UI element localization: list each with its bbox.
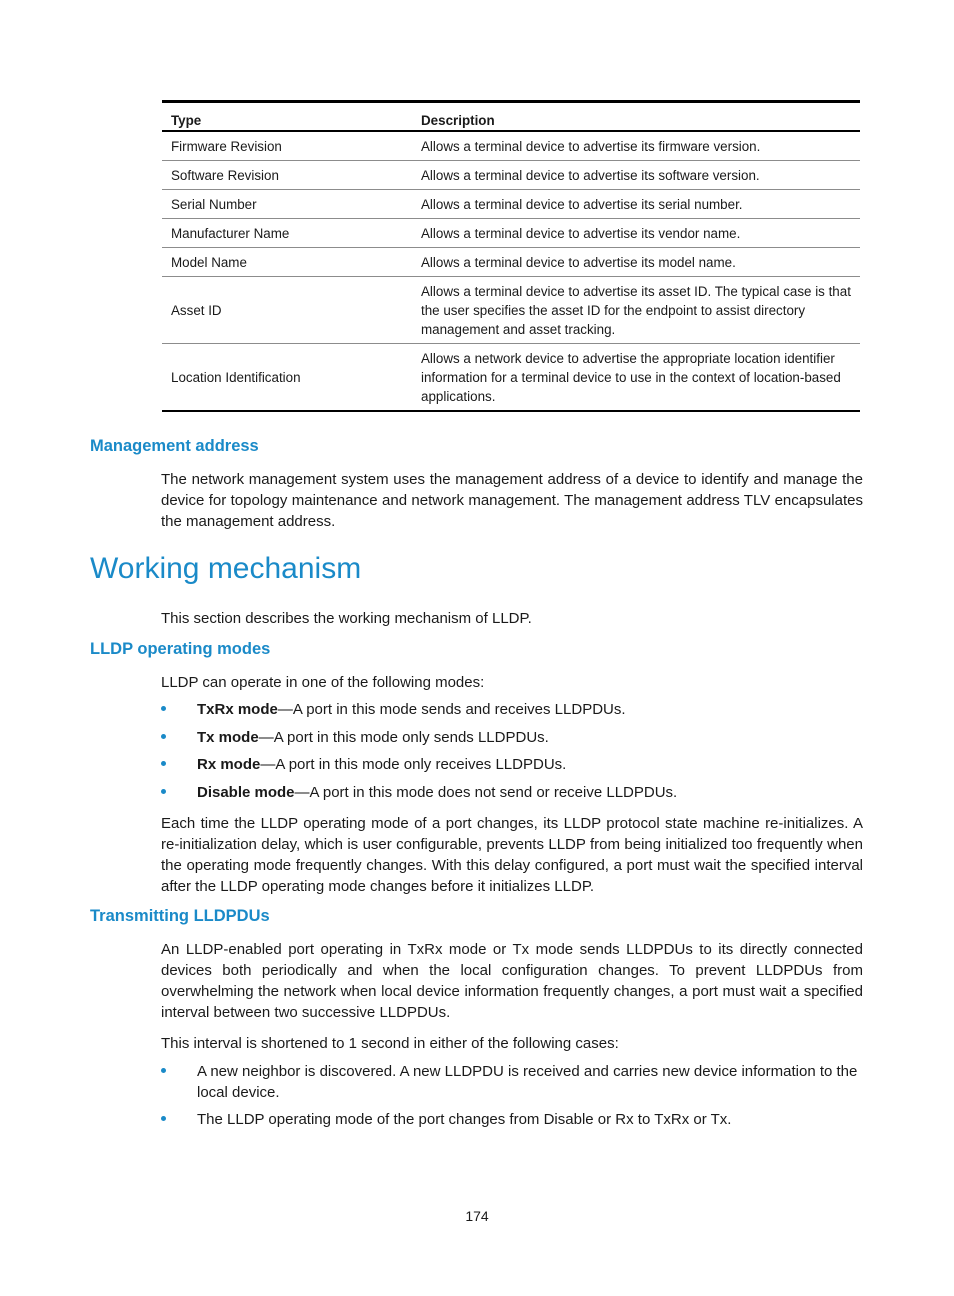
working-mechanism-intro: This section describes the working mechanism of LLDP. [161, 610, 532, 627]
bullet-icon [161, 789, 166, 794]
transmitting-body: An LLDP-enabled port operating in TxRx mode or Tx mode sends LLDPDUs to its directly connected devices both periodically and when the local configuration changes. To prevent LLDPDUs from overwhelming the network when local device information frequently changes, a port must wait a specified interval between two successive LLDPDUs. [161, 941, 863, 1021]
table-header-row [162, 102, 860, 132]
description-cell: Allows a terminal device to advertise its asset ID. The typical case is that the user specifies the asset ID for the endpoint to assist directory management and asset tracking. [412, 277, 860, 344]
mode-name: Rx mode [197, 756, 261, 773]
transmitting-cases-intro: This interval is shortened to 1 second in either of the following cases: [161, 1035, 619, 1052]
mode-description: —A port in this mode only sends LLDPDUs. [258, 729, 549, 746]
type-cell: Location Identification [171, 369, 301, 385]
operating-modes-body: Each time the LLDP operating mode of a port changes, its LLDP protocol state machine re-initializes. A re-initialization delay, which is user configurable, prevents LLDP from being initialized too frequently when the operating mode frequently changes. With this delay configured, a port must wait the specified interval after the LLDP operating mode changes before it initializes LLDP. [161, 815, 863, 895]
mode-description: —A port in this mode sends and receives LLDPDUs. [277, 701, 626, 718]
transmitting-heading: Transmitting LLDPDUs [90, 907, 270, 925]
mode-name: TxRx mode [197, 701, 278, 718]
table-row [162, 161, 860, 190]
description-cell: Allows a terminal device to advertise its serial number. [412, 190, 860, 219]
type-cell: Manufacturer Name [162, 219, 412, 248]
type-cell: Firmware Revision [162, 131, 412, 161]
working-mechanism-title: Working mechanism [90, 552, 362, 585]
description-cell: Allows a terminal device to advertise its model name. [412, 248, 860, 277]
tlv-table [162, 100, 860, 412]
mode-name: Disable mode [197, 784, 295, 801]
mode-description: —A port in this mode only receives LLDPDUs. [260, 756, 567, 773]
description-cell: Allows a network device to advertise the appropriate location identifier information for a terminal device to use in the context of location-based applications. [421, 350, 841, 404]
case-text: The LLDP operating mode of the port changes from Disable or Rx to TxRx or Tx. [197, 1111, 732, 1128]
column-header-description: Description [412, 102, 860, 132]
bullet-icon [161, 1116, 166, 1121]
table-row [162, 277, 860, 344]
management-address-body: The network management system uses the management address of a device to identify and manage the device for topology maintenance and network management. The management address TLV encapsulates the management address. [161, 471, 863, 530]
description-cell: Allows a terminal device to advertise its firmware version. [412, 131, 860, 161]
mode-description: —A port in this mode does not send or receive LLDPDUs. [294, 784, 678, 801]
description-cell: Allows a terminal device to advertise its vendor name. [412, 219, 860, 248]
bullet-icon [161, 1068, 166, 1073]
page-number: 174 [465, 1208, 489, 1224]
case-text: A new neighbor is discovered. A new LLDPDU is received and carries new device information to the local device. [197, 1063, 858, 1101]
type-cell: Software Revision [162, 161, 412, 190]
type-cell: Model Name [162, 248, 412, 277]
bullet-icon [161, 734, 166, 739]
column-header-type: Type [162, 102, 412, 132]
table-row [162, 344, 860, 412]
table-row [162, 219, 860, 248]
operating-modes-intro: LLDP can operate in one of the following modes: [161, 674, 485, 691]
bullet-icon [161, 706, 166, 711]
table-row [162, 190, 860, 219]
mode-name: Tx mode [197, 729, 259, 746]
description-cell: Allows a terminal device to advertise its software version. [412, 161, 860, 190]
type-cell: Serial Number [162, 190, 412, 219]
type-cell: Asset ID [162, 277, 412, 344]
management-address-heading: Management address [90, 437, 259, 455]
operating-modes-heading: LLDP operating modes [90, 640, 271, 658]
bullet-icon [161, 761, 166, 766]
table-row [162, 248, 860, 277]
table-row [162, 131, 860, 161]
